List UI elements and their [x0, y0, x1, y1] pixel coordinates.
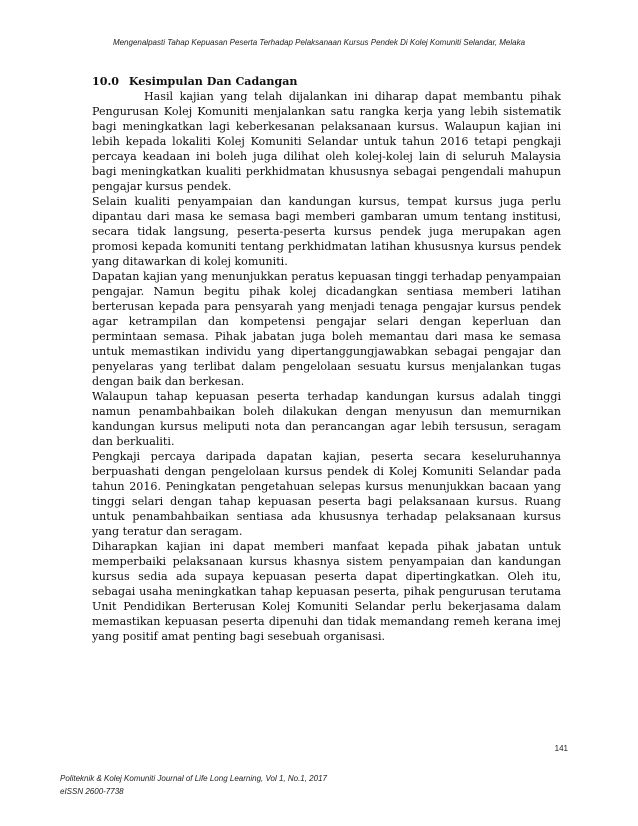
section-conclusion: [92, 74, 561, 644]
paragraph-3: Dapatan kajian yang menunjukkan peratus kepuasan tinggi terhadap penyampaian pengajar. Namun begitu pihak kolej dicadangkan sentiasa memberi latihan berterusan kepada para pensyarah yang menjadi tenaga pengajar kursus pendek agar ketrampilan dan kompetensi pengajar selari dengan keperluan dan permintaan semasa. Pihak jabatan juga boleh memantau dari masa ke semasa untuk memastikan individu yang dipertanggungjawabkan sebagai pengajar dan penyelaras yang terlibat dalam pengelolaan sesuatu kursus menjalankan tugas dengan baik dan berkesan.: [92, 270, 561, 388]
page-number: 141: [554, 744, 568, 753]
footer-issn: eISSN 2600-7738: [60, 787, 124, 796]
footer-journal: Politeknik & Kolej Komuniti Journal of Life Long Learning, Vol 1, No.1, 2017: [60, 774, 327, 783]
paragraph-4: Walaupun tahap kepuasan peserta terhadap kandungan kursus adalah tinggi namun penambahbaikan boleh dilakukan dengan menyusun dan memurnikan kandungan kursus meliputi nota dan perancangan agar lebih tersusun, seragam dan berkualiti.: [92, 390, 561, 448]
paragraph-5: Pengkaji percaya daripada dapatan kajian, peserta secara keseluruhannya berpuashati dengan pengelolaan kursus pendek di Kolej Komuniti Selandar pada tahun 2016. Peningkatan pengetahuan selepas kursus menunjukkan bacaan yang tinggi selari dengan tahap kepuasan peserta bagi pelaksanaan kursus. Ruang untuk penambahbaikan sentiasa ada khususnya terhadap pelaksanaan kursus yang teratur dan seragam.: [92, 450, 561, 538]
paragraph-1: Hasil kajian yang telah dijalankan ini diharap dapat membantu pihak Pengurusan Kolej Komuniti menjalankan satu rangka kerja yang lebih sistematik bagi meningkatkan lagi keberkesanan pelaksanaan kursus. Walaupun kajian ini lebih kepada lokaliti Kolej Komuniti Selandar untuk tahun 2016 tetapi pengkaji percaya keadaan ini boleh juga dilihat oleh kolej-kolej lain di seluruh Malaysia bagi meningkatkan kualiti perkhidmatan khususnya sebagai pengendali mahupun pengajar kursus pendek.: [92, 90, 561, 193]
section-title: Kesimpulan Dan Cadangan: [128, 75, 298, 88]
paragraph-2: Selain kualiti penyampaian dan kandungan kursus, tempat kursus juga perlu dipantau dari masa ke semasa bagi memberi gambaran umum tentang institusi, secara tidak langsung, peserta-peserta kursus pendek juga merupakan agen promosi kepada komuniti tentang perkhidmatan latihan khususnya kursus pendek yang ditawarkan di kolej komuniti.: [92, 195, 561, 268]
section-heading: [92, 74, 561, 89]
paragraph-6: Diharapkan kajian ini dapat memberi manfaat kepada pihak jabatan untuk memperbaiki pelaksanaan kursus khasnya sistem penyampaian dan kandungan kursus sedia ada supaya kepuasan peserta dapat dipertingkatkan. Oleh itu, sebagai usaha meningkatkan tahap kepuasan peserta, pihak pengurusan terutama Unit Pendidikan Berterusan Kolej Komuniti Selandar perlu bekerjasama dalam memastikan kepuasan peserta dipenuhi dan tidak memandang remeh kerana imej yang positif amat penting bagi sesebuah organisasi.: [92, 540, 561, 643]
page-footer: [60, 772, 560, 798]
running-header: Mengenalpasti Tahap Kepuasan Peserta Terhadap Pelaksanaan Kursus Pendek Di Kolej Komuniti Selandar, Melaka: [112, 38, 526, 47]
section-number: 10.0: [92, 75, 120, 88]
